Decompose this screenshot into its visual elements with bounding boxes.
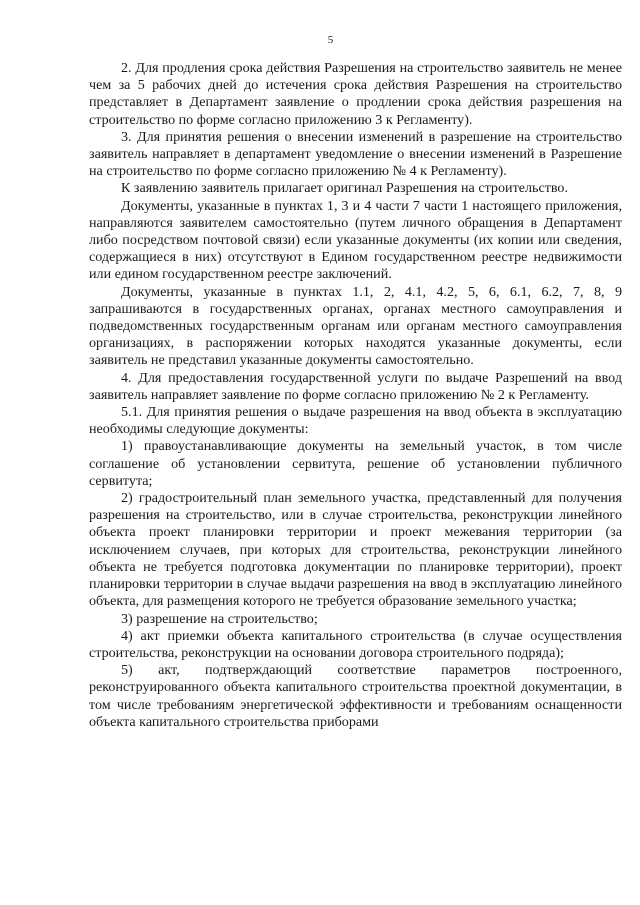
paragraph-5-1-required-docs: 5.1. Для принятия решения о выдаче разрешения на ввод объекта в эксплуатацию необходимы следующие документы: [89,404,622,438]
list-item-1-title-documents: 1) правоустанавливающие документы на земельный участок, в том числе соглашение об установлении сервитута, решение об установлении публичного сервитута; [89,438,622,489]
paragraph-4-commissioning: 4. Для предоставления государственной услуги по выдаче Разрешений на ввод заявитель направляет заявление по форме согласно приложению № 2 к Регламенту. [89,369,622,403]
page-number: 5 [327,34,334,46]
paragraph-3-changes: 3. Для принятия решения о внесении изменений в разрешение на строительство заявитель направляет в департамент уведомление о внесении изменений в Разрешение на строительство по форме согласно приложению № 4 к Регламенту). [89,128,622,180]
list-item-3-building-permit: 3) разрешение на строительство; [121,610,318,627]
list-item-5-compliance-act: 5) акт, подтверждающий соответствие параметров построенного, реконструированного объекта капитального строительства проектной документации, в том числе требованиям энергетической эффективности и требованиям оснащенности объекта капитального строительства приборами [89,662,622,730]
paragraph-original-attachment: К заявлению заявитель прилагает оригинал Разрешения на строительство. [121,180,568,197]
list-item-4-acceptance-act: 4) акт приемки объекта капитального строительства (в случае осуществления строительства, реконструкции на основании договора строительного подряда); [89,627,622,661]
paragraph-documents-self-submitted: Документы, указанные в пунктах 1, 3 и 4 части 7 части 1 настоящего приложения, направляются заявителем самостоятельно (путем личного обращения в Департамент либо посредством почтовой связи) если указанные документы (их копии или сведения, содержащиеся в них) отсутствуют в Едином государственном реестре недвижимости или едином государственном реестре заключений. [89,197,622,283]
paragraph-documents-requested: Документы, указанные в пунктах 1.1, 2, 4.1, 4.2, 5, 6, 6.1, 6.2, 7, 8, 9 запрашиваются в государственных органах, органах местного самоуправления и подведомственных государственным органам или органам местного самоуправления организациях, в распоряжении которых находятся указанные документы, если заявитель не представил указанные документы самостоятельно. [89,283,622,369]
list-item-2-urban-plan: 2) градостроительный план земельного участка, представленный для получения разрешения на строительство, или в случае строительства, реконструкции линейного объекта проект планировки территории и проект межевания территории (за исключением случаев, при которых для строительства, реконструкции линейного объекта не требуется подготовка документации по планировке территории), проект планировки территории в случае выдачи разрешения на ввод в эксплуатацию линейного объекта, для размещения которого не требуется образование земельного участка; [89,490,622,610]
paragraph-2-extension: 2. Для продления срока действия Разрешения на строительство заявитель не менее чем за 5 рабочих дней до истечения срока действия Разрешения на строительство представляет в Департамент заявление о продлении срока действия разрешения на строительство по форме согласно приложению 3 к Регламенту). [89,60,622,128]
